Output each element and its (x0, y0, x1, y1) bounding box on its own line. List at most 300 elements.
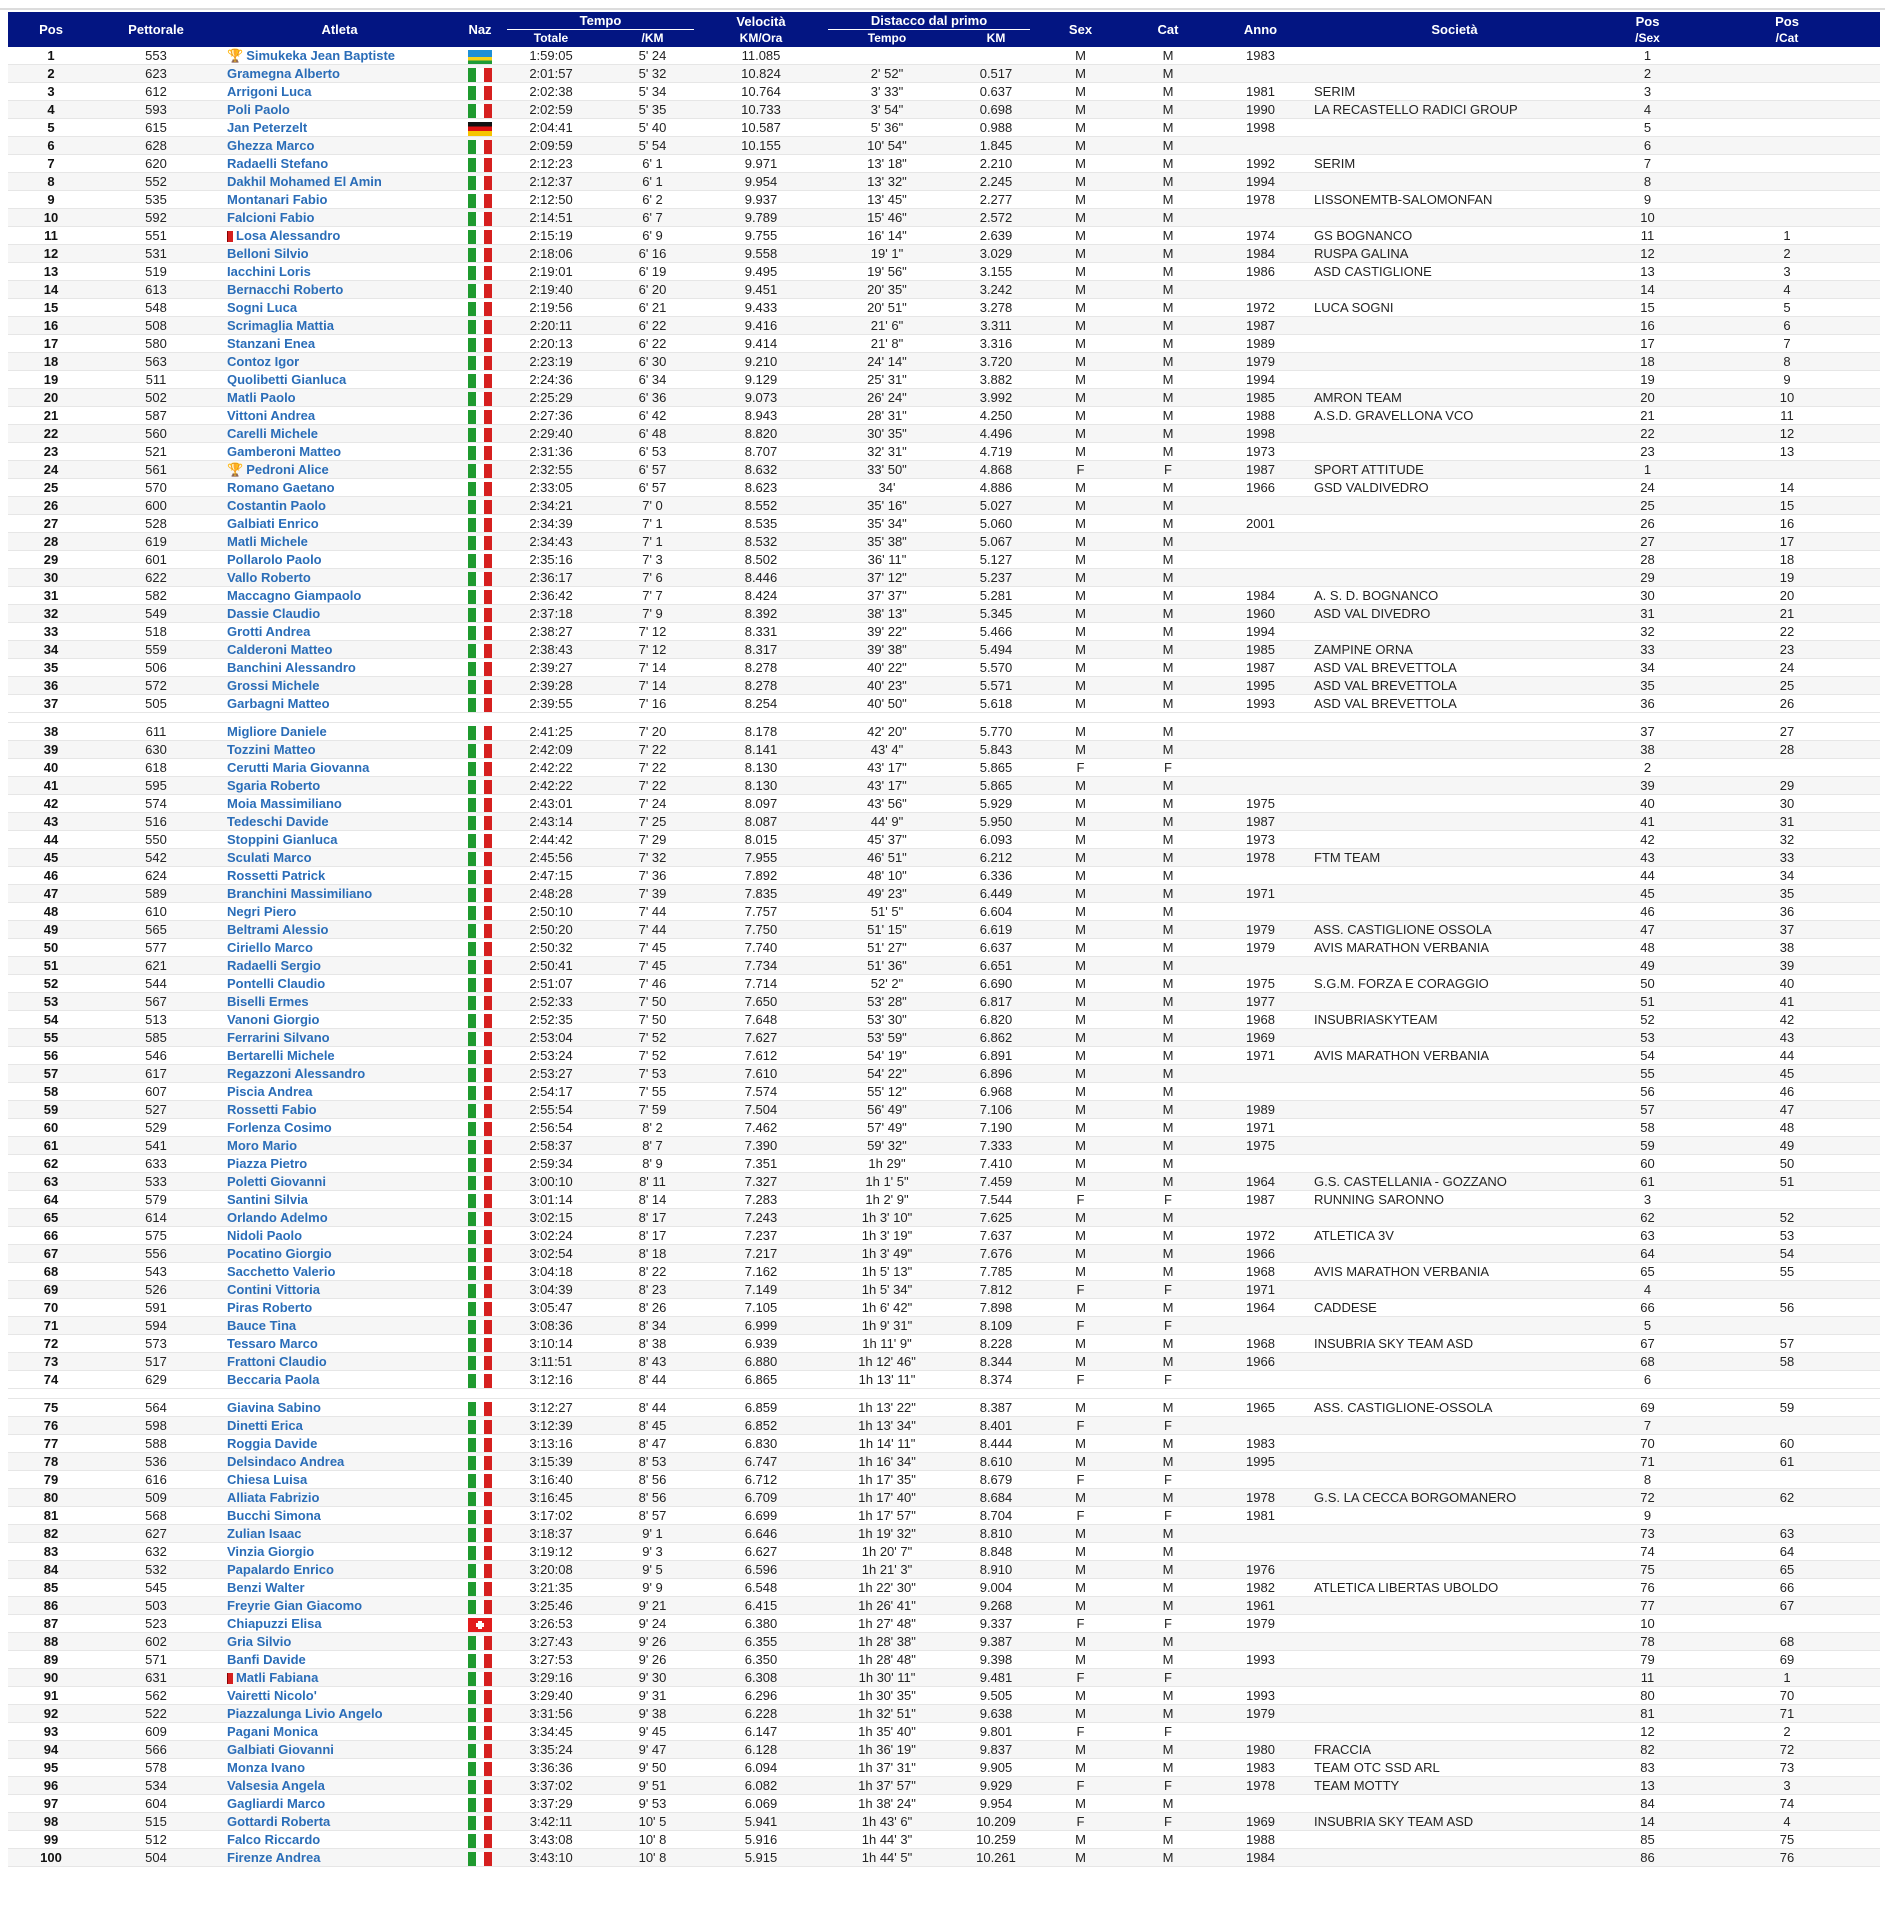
athlete-name-link[interactable]: Bucchi Simona (227, 1508, 321, 1523)
cell-naz (461, 1453, 499, 1471)
cell-atleta[interactable] (218, 723, 461, 741)
athlete-name-link[interactable]: Jan Peterzelt (227, 120, 308, 135)
table-row (8, 569, 1880, 587)
cell-atleta[interactable] (218, 1651, 461, 1669)
athlete-name-link[interactable]: Branchini Massimiliano (227, 886, 373, 901)
athlete-name-link[interactable]: Simukeka Jean Baptiste (246, 48, 396, 63)
athlete-name-link[interactable]: Dinetti Erica (227, 1418, 303, 1433)
cell-totale: 2:56:54 (499, 1119, 603, 1137)
cell-societa (1308, 1453, 1601, 1471)
cell-atleta[interactable] (218, 1489, 461, 1507)
col-anno[interactable]: Anno (1213, 12, 1308, 47)
col-pos-sex-top[interactable]: Pos (1601, 12, 1694, 30)
flag-icon (468, 1158, 492, 1172)
cell-pos-sex: 7 (1601, 1417, 1694, 1435)
athlete-name-link[interactable]: Vallo Roberto (227, 570, 311, 585)
athlete-name-link[interactable]: Matli Fabiana (236, 1670, 319, 1685)
cell-totale: 3:16:40 (499, 1471, 603, 1489)
cell-pos-cat (1694, 1191, 1880, 1209)
athlete-name-link[interactable]: Gria Silvio (227, 1634, 292, 1649)
cell-atleta[interactable] (218, 1705, 461, 1723)
athlete-name-link[interactable]: Galbiati Enrico (227, 516, 319, 531)
cell-atleta[interactable] (218, 173, 461, 191)
cell-distacco-tempo: 1h 30' 35" (820, 1687, 954, 1705)
athlete-name-link[interactable]: Ciriello Marco (227, 940, 313, 955)
cell-pettorale: 561 (94, 461, 218, 479)
col-distacco-tempo[interactable]: Tempo (820, 30, 954, 47)
cell-distacco-tempo: 54' 19" (820, 1047, 954, 1065)
col-per-km[interactable]: /KM (603, 30, 702, 47)
cell-atleta[interactable] (218, 1065, 461, 1083)
cell-atleta[interactable] (218, 515, 461, 533)
cell-atleta[interactable] (218, 389, 461, 407)
cell-per-km: 10' 5 (603, 1813, 702, 1831)
athlete-name-link[interactable]: Bauce Tina (227, 1318, 297, 1333)
cell-atleta[interactable] (218, 1633, 461, 1651)
cell-atleta[interactable] (218, 1741, 461, 1759)
col-kmora[interactable]: KM/Ora (702, 30, 820, 47)
cell-pettorale: 598 (94, 1417, 218, 1435)
col-distacco-km[interactable]: KM (954, 30, 1038, 47)
table-header (8, 12, 1880, 47)
cell-atleta[interactable] (218, 533, 461, 551)
athlete-name-link[interactable]: Vanoni Giorgio (227, 1012, 320, 1027)
cell-pos-cat (1694, 191, 1880, 209)
cell-distacco-km: 2.639 (954, 227, 1038, 245)
cell-atleta[interactable] (218, 1687, 461, 1705)
athlete-name-link[interactable]: Pollarolo Paolo (227, 552, 322, 567)
cell-distacco-km: 8.810 (954, 1525, 1038, 1543)
athlete-name-link[interactable]: Radaelli Stefano (227, 156, 329, 171)
cell-distacco-km: 3.882 (954, 371, 1038, 389)
cell-atleta[interactable] (218, 659, 461, 677)
cell-naz (461, 903, 499, 921)
cell-atleta[interactable] (218, 263, 461, 281)
cell-atleta[interactable] (218, 587, 461, 605)
athlete-name-link[interactable]: Stoppini Gianluca (227, 832, 338, 847)
athlete-name-link[interactable]: Montanari Fabio (227, 192, 328, 207)
athlete-name-link[interactable]: Alliata Fabrizio (227, 1490, 320, 1505)
cell-pettorale: 529 (94, 1119, 218, 1137)
cell-pos-cat: 12 (1694, 425, 1880, 443)
cell-pos-sex: 86 (1601, 1849, 1694, 1867)
cell-atleta[interactable] (218, 1245, 461, 1263)
athlete-name-link[interactable]: Radaelli Sergio (227, 958, 321, 973)
table-row (8, 47, 1880, 65)
athlete-name-link[interactable]: Beccaria Paola (227, 1372, 320, 1387)
cell-atleta[interactable] (218, 1435, 461, 1453)
flag-icon (468, 744, 492, 758)
cell-sex: M (1038, 551, 1123, 569)
athlete-name-link[interactable]: Losa Alessandro (236, 228, 341, 243)
athlete-name-link[interactable]: Poletti Giovanni (227, 1174, 326, 1189)
flag-icon (468, 1248, 492, 1262)
cell-distacco-tempo: 1h 13' 11" (820, 1371, 954, 1389)
athlete-name-link[interactable]: Sogni Luca (227, 300, 298, 315)
cell-atleta[interactable] (218, 209, 461, 227)
cell-atleta[interactable] (218, 1317, 461, 1335)
cell-atleta[interactable] (218, 759, 461, 777)
cell-atleta[interactable] (218, 1525, 461, 1543)
col-sex[interactable]: Sex (1038, 12, 1123, 47)
cell-atleta[interactable] (218, 443, 461, 461)
athlete-name-link[interactable]: Migliore Daniele (227, 724, 327, 739)
athlete-name-link[interactable]: Roggia Davide (227, 1436, 318, 1451)
athlete-name-link[interactable]: Beltrami Alessio (227, 922, 329, 937)
athlete-name-link[interactable]: Gramegna Alberto (227, 66, 340, 81)
athlete-name-link[interactable]: Santini Silvia (227, 1192, 308, 1207)
cell-pos: 99 (8, 1831, 94, 1849)
cell-distacco-tempo: 1h 37' 31" (820, 1759, 954, 1777)
cell-societa: ASD VAL BREVETTOLA (1308, 695, 1601, 713)
cell-atleta[interactable] (218, 83, 461, 101)
cell-atleta[interactable] (218, 831, 461, 849)
cell-atleta[interactable] (218, 137, 461, 155)
athlete-name-link[interactable]: Frattoni Claudio (227, 1354, 327, 1369)
athlete-name-link[interactable]: Ferrarini Silvano (227, 1030, 330, 1045)
cell-pos: 87 (8, 1615, 94, 1633)
cell-atleta[interactable] (218, 741, 461, 759)
table-row (8, 921, 1880, 939)
athlete-name-link[interactable]: Ghezza Marco (227, 138, 315, 153)
athlete-name-link[interactable]: Tessaro Marco (227, 1336, 318, 1351)
cell-atleta[interactable] (218, 461, 461, 479)
cell-atleta[interactable] (218, 993, 461, 1011)
cell-distacco-km: 5.770 (954, 723, 1038, 741)
athlete-name-link[interactable]: Dassie Claudio (227, 606, 321, 621)
cell-atleta[interactable] (218, 1209, 461, 1227)
athlete-name-link[interactable]: Grossi Michele (227, 678, 320, 693)
cell-atleta[interactable] (218, 605, 461, 623)
col-pettorale[interactable]: Pettorale (94, 12, 218, 47)
cell-atleta[interactable] (218, 1137, 461, 1155)
cell-atleta[interactable] (218, 1399, 461, 1417)
athlete-name-link[interactable]: Chiapuzzi Elisa (227, 1616, 322, 1631)
cell-atleta[interactable] (218, 1561, 461, 1579)
athlete-name-link[interactable]: Giavina Sabino (227, 1400, 321, 1415)
cell-atleta[interactable] (218, 1579, 461, 1597)
cell-atleta[interactable] (218, 1155, 461, 1173)
athlete-name-link[interactable]: Tedeschi Davide (227, 814, 329, 829)
athlete-name-link[interactable]: Tozzini Matteo (227, 742, 316, 757)
cell-atleta[interactable] (218, 867, 461, 885)
athlete-name-link[interactable]: Maccagno Giampaolo (227, 588, 362, 603)
cell-cat: M (1123, 119, 1213, 137)
cell-atleta[interactable] (218, 1669, 461, 1687)
cell-atleta[interactable] (218, 957, 461, 975)
cell-atleta[interactable] (218, 903, 461, 921)
table-row (8, 957, 1880, 975)
cell-atleta[interactable] (218, 1227, 461, 1245)
athlete-name-link[interactable]: Nidoli Paolo (227, 1228, 303, 1243)
cell-atleta[interactable] (218, 1543, 461, 1561)
cell-atleta[interactable] (218, 975, 461, 993)
cell-pos-sex: 8 (1601, 1471, 1694, 1489)
cell-naz (461, 939, 499, 957)
cell-atleta[interactable] (218, 1813, 461, 1831)
athlete-name-link[interactable]: Moro Mario (227, 1138, 298, 1153)
athlete-name-link[interactable]: Garbagni Matteo (227, 696, 330, 711)
cell-atleta[interactable] (218, 921, 461, 939)
table-row (8, 1083, 1880, 1101)
cell-atleta[interactable] (218, 65, 461, 83)
athlete-name-link[interactable]: Piazza Pietro (227, 1156, 308, 1171)
cell-atleta[interactable] (218, 335, 461, 353)
cell-atleta[interactable] (218, 569, 461, 587)
cell-atleta[interactable] (218, 1119, 461, 1137)
athlete-name-link[interactable]: Romano Gaetano (227, 480, 335, 495)
cell-pos: 18 (8, 353, 94, 371)
cell-atleta[interactable] (218, 1777, 461, 1795)
athlete-name-link[interactable]: Matli Michele (227, 534, 308, 549)
cell-atleta[interactable] (218, 479, 461, 497)
cell-atleta[interactable] (218, 623, 461, 641)
col-totale[interactable]: Totale (499, 30, 603, 47)
cell-atleta[interactable] (218, 407, 461, 425)
athlete-name-link[interactable]: Costantin Paolo (227, 498, 326, 513)
cell-atleta[interactable] (218, 1173, 461, 1191)
col-velocita[interactable]: Velocità (702, 12, 820, 30)
cell-atleta[interactable] (218, 1083, 461, 1101)
cell-pettorale: 531 (94, 245, 218, 263)
athlete-name-link[interactable]: Quolibetti Gianluca (227, 372, 347, 387)
col-pos[interactable]: Pos (8, 12, 94, 47)
cell-distacco-km: 2.277 (954, 191, 1038, 209)
cell-naz (461, 867, 499, 885)
athlete-name-link[interactable]: Valsesia Angela (227, 1778, 325, 1793)
cell-atleta[interactable] (218, 695, 461, 713)
athlete-name-link[interactable]: Dakhil Mohamed El Amin (227, 174, 382, 189)
cell-distacco-tempo: 51' 15" (820, 921, 954, 939)
cell-distacco-km: 7.106 (954, 1101, 1038, 1119)
cell-atleta[interactable] (218, 281, 461, 299)
athlete-name-link[interactable]: Pagani Monica (227, 1724, 319, 1739)
athlete-name-link[interactable]: Contini Vittoria (227, 1282, 320, 1297)
cell-atleta[interactable] (218, 641, 461, 659)
cell-totale: 3:27:43 (499, 1633, 603, 1651)
athlete-name-link[interactable]: Vairetti Nicolo' (227, 1688, 317, 1703)
cell-atleta[interactable] (218, 795, 461, 813)
athlete-name-link[interactable]: Biselli Ermes (227, 994, 309, 1009)
athlete-name-link[interactable]: Bernacchi Roberto (227, 282, 344, 297)
athlete-name-link[interactable]: Piscia Andrea (227, 1084, 313, 1099)
athlete-name-link[interactable]: Vittoni Andrea (227, 408, 316, 423)
athlete-name-link[interactable]: Gagliardi Marco (227, 1796, 326, 1811)
cell-atleta[interactable] (218, 155, 461, 173)
athlete-name-link[interactable]: Rossetti Fabio (227, 1102, 317, 1117)
cell-atleta[interactable] (218, 497, 461, 515)
col-pos-cat-bottom[interactable]: /Cat (1694, 30, 1880, 47)
col-cat[interactable]: Cat (1123, 12, 1213, 47)
cell-atleta[interactable] (218, 101, 461, 119)
cell-distacco-tempo: 40' 50" (820, 695, 954, 713)
athlete-name-link[interactable]: Vinzia Giorgio (227, 1544, 315, 1559)
cell-atleta[interactable] (218, 1597, 461, 1615)
athlete-name-link[interactable]: Falcioni Fabio (227, 210, 315, 225)
athlete-name-link[interactable]: Poli Paolo (227, 102, 290, 117)
athlete-name-link[interactable]: Benzi Walter (227, 1580, 305, 1595)
table-row (8, 191, 1880, 209)
cell-atleta[interactable] (218, 1849, 461, 1867)
cell-atleta[interactable] (218, 425, 461, 443)
cell-pos-sex: 78 (1601, 1633, 1694, 1651)
athlete-name-link[interactable]: Iacchini Loris (227, 264, 311, 279)
col-atleta[interactable]: Atleta (218, 12, 461, 47)
cell-atleta[interactable] (218, 1335, 461, 1353)
athlete-name-link[interactable]: Forlenza Cosimo (227, 1120, 332, 1135)
cell-atleta[interactable] (218, 1723, 461, 1741)
athlete-name-link[interactable]: Sculati Marco (227, 850, 312, 865)
cell-atleta[interactable] (218, 1353, 461, 1371)
cell-atleta[interactable] (218, 1191, 461, 1209)
cell-naz (461, 975, 499, 993)
cell-atleta[interactable] (218, 849, 461, 867)
cell-anno: 1993 (1213, 695, 1308, 713)
cell-sex: F (1038, 1723, 1123, 1741)
cell-cat: M (1123, 227, 1213, 245)
cell-pos-sex: 65 (1601, 1263, 1694, 1281)
cell-pos: 91 (8, 1687, 94, 1705)
cell-pos: 41 (8, 777, 94, 795)
cell-per-km: 7' 0 (603, 497, 702, 515)
cell-distacco-km: 3.992 (954, 389, 1038, 407)
athlete-name-link[interactable]: Banfi Davide (227, 1652, 306, 1667)
athlete-name-link[interactable]: Belloni Silvio (227, 246, 309, 261)
cell-cat: M (1123, 659, 1213, 677)
cell-atleta[interactable] (218, 1047, 461, 1065)
cell-pos-cat: 66 (1694, 1579, 1880, 1597)
athlete-name-link[interactable]: Firenze Andrea (227, 1850, 321, 1865)
cell-distacco-tempo: 3' 54" (820, 101, 954, 119)
cell-distacco-tempo: 51' 36" (820, 957, 954, 975)
athlete-name-link[interactable]: Pontelli Claudio (227, 976, 326, 991)
cell-societa (1308, 1137, 1601, 1155)
athlete-name-link[interactable]: Galbiati Giovanni (227, 1742, 334, 1757)
athlete-name-link[interactable]: Pocatino Giorgio (227, 1246, 332, 1261)
table-row (8, 813, 1880, 831)
athlete-name-link[interactable]: Cerutti Maria Giovanna (227, 760, 370, 775)
cell-atleta[interactable] (218, 317, 461, 335)
athlete-name-link[interactable]: Freyrie Gian Giacomo (227, 1598, 363, 1613)
col-pos-sex-bottom[interactable]: /Sex (1601, 30, 1694, 47)
athlete-name-link[interactable]: Monza Ivano (227, 1760, 306, 1775)
cell-kmora: 6.747 (702, 1453, 820, 1471)
cell-atleta[interactable] (218, 371, 461, 389)
cell-distacco-tempo: 1h 19' 32" (820, 1525, 954, 1543)
cell-atleta[interactable] (218, 1011, 461, 1029)
cell-atleta[interactable] (218, 1263, 461, 1281)
col-pos-cat-top[interactable]: Pos (1694, 12, 1880, 30)
flag-icon (468, 726, 492, 740)
cell-societa (1308, 813, 1601, 831)
col-naz[interactable]: Naz (461, 12, 499, 47)
cell-atleta[interactable] (218, 1471, 461, 1489)
table-row (8, 1047, 1880, 1065)
cell-sex: M (1038, 1137, 1123, 1155)
cell-cat: F (1123, 1669, 1213, 1687)
cell-atleta[interactable] (218, 551, 461, 569)
cell-pettorale: 512 (94, 1831, 218, 1849)
cell-atleta[interactable] (218, 1299, 461, 1317)
athlete-name-link[interactable]: Moia Massimiliano (227, 796, 342, 811)
cell-anno (1213, 1371, 1308, 1389)
cell-anno (1213, 551, 1308, 569)
athlete-name-link[interactable]: Sgaria Roberto (227, 778, 321, 793)
athlete-name-link[interactable]: Grotti Andrea (227, 624, 311, 639)
cell-atleta[interactable] (218, 1417, 461, 1435)
cell-atleta[interactable] (218, 1615, 461, 1633)
athlete-name-link[interactable]: Sacchetto Valerio (227, 1264, 336, 1279)
cell-naz (461, 1831, 499, 1849)
cell-atleta[interactable] (218, 939, 461, 957)
cell-pos-cat: 20 (1694, 587, 1880, 605)
cell-atleta[interactable] (218, 1029, 461, 1047)
athlete-name-link[interactable]: Gottardi Roberta (227, 1814, 331, 1829)
athlete-name-link[interactable]: Falco Riccardo (227, 1832, 321, 1847)
athlete-name-link[interactable]: Chiesa Luisa (227, 1472, 308, 1487)
cell-atleta[interactable] (218, 1101, 461, 1119)
athlete-name-link[interactable]: Arrigoni Luca (227, 84, 312, 99)
cell-atleta[interactable] (218, 245, 461, 263)
athlete-name-link[interactable]: Contoz Igor (227, 354, 300, 369)
cell-atleta[interactable] (218, 1831, 461, 1849)
athlete-name-link[interactable]: Gamberoni Matteo (227, 444, 342, 459)
cell-atleta[interactable] (218, 1507, 461, 1525)
athlete-name-link[interactable]: Matli Paolo (227, 390, 296, 405)
athlete-name-link[interactable]: Orlando Adelmo (227, 1210, 328, 1225)
cell-atleta[interactable] (218, 1759, 461, 1777)
cell-atleta[interactable] (218, 353, 461, 371)
cell-atleta[interactable] (218, 119, 461, 137)
cell-atleta[interactable] (218, 885, 461, 903)
athlete-name-link[interactable]: Carelli Michele (227, 426, 319, 441)
cell-atleta[interactable] (218, 1371, 461, 1389)
athlete-name-link[interactable]: Piras Roberto (227, 1300, 313, 1315)
athlete-name-link[interactable]: Rossetti Patrick (227, 868, 326, 883)
athlete-name-link[interactable]: Banchini Alessandro (227, 660, 356, 675)
cell-atleta[interactable] (218, 1453, 461, 1471)
athlete-name-link[interactable]: Delsindaco Andrea (227, 1454, 345, 1469)
cell-atleta[interactable] (218, 1281, 461, 1299)
athlete-name-link[interactable]: Stanzani Enea (227, 336, 316, 351)
cell-atleta[interactable] (218, 299, 461, 317)
col-societa[interactable]: Società (1308, 12, 1601, 47)
cell-atleta[interactable] (218, 777, 461, 795)
cell-atleta[interactable] (218, 47, 461, 65)
flag-icon (468, 1050, 492, 1064)
cell-pettorale: 612 (94, 83, 218, 101)
athlete-name-link[interactable]: Bertarelli Michele (227, 1048, 335, 1063)
cell-sex: M (1038, 1299, 1123, 1317)
athlete-name-link[interactable]: Pedroni Alice (246, 462, 329, 477)
cell-atleta[interactable] (218, 677, 461, 695)
athlete-name-link[interactable]: Regazzoni Alessandro (227, 1066, 366, 1081)
athlete-name-link[interactable]: Papalardo Enrico (227, 1562, 334, 1577)
cell-distacco-tempo: 1h 44' 3" (820, 1831, 954, 1849)
cell-atleta[interactable] (218, 227, 461, 245)
cell-atleta[interactable] (218, 191, 461, 209)
athlete-name-link[interactable]: Scrimaglia Mattia (227, 318, 334, 333)
cell-atleta[interactable] (218, 813, 461, 831)
athlete-name-link[interactable]: Piazzalunga Livio Angelo (227, 1706, 383, 1721)
athlete-name-link[interactable]: Negri Piero (227, 904, 297, 919)
athlete-name-link[interactable]: Zulian Isaac (227, 1526, 302, 1541)
athlete-name-link[interactable]: Calderoni Matteo (227, 642, 333, 657)
cell-atleta[interactable] (218, 1795, 461, 1813)
cell-cat: M (1123, 353, 1213, 371)
cell-kmora: 7.835 (702, 885, 820, 903)
cell-pos: 82 (8, 1525, 94, 1543)
